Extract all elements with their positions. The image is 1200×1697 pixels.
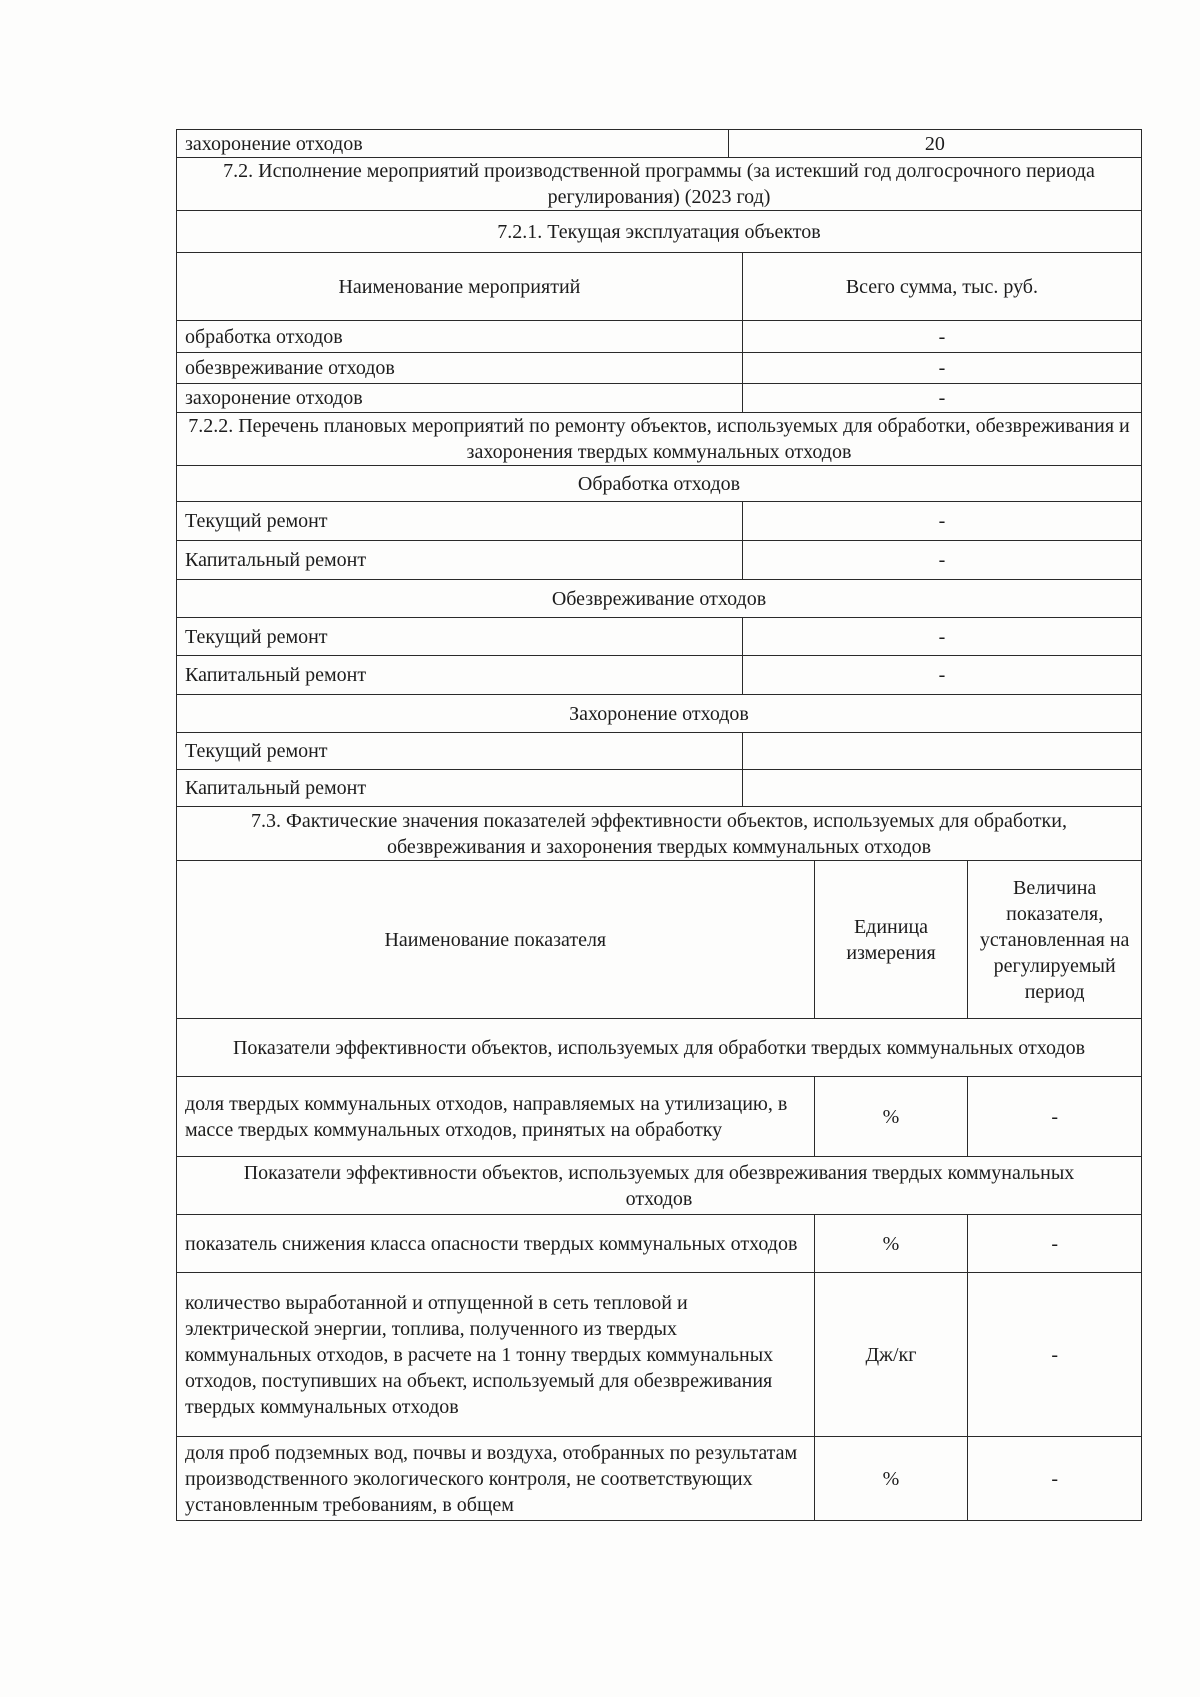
row-unit: % [814,1077,968,1156]
table-row [176,384,1142,413]
header-total-sum: Всего сумма, тыс. руб. [742,253,1141,320]
table-row [176,321,1142,353]
section-7-2-title: 7.2. Исполнение мероприятий производственной программы (за истекший год долгосрочного периода регулирования) (2023 год) [223,160,1095,208]
row-value: - [967,1273,1141,1436]
row-value: - [967,1437,1141,1520]
table-row [176,353,1142,384]
subsection-title: Показатели эффективности объектов, используемых для обработки твердых коммунальных отходов [232,1036,1086,1059]
subsection-title-row [176,1157,1142,1215]
row-value: - [967,1077,1141,1156]
row-value: - [742,656,1141,694]
row-unit: % [814,1215,968,1272]
section-7-2-1-title: 7.2.1. Текущая эксплуатация объектов [497,220,821,243]
row-name: Капитальный ремонт [185,664,367,686]
row-value: - [967,1215,1141,1272]
row-value [742,770,1141,806]
row-name: обезвреживание отходов [185,357,395,379]
table-row [176,1273,1142,1437]
row-value [742,733,1141,769]
row-unit: Дж/кг [814,1273,968,1436]
row-value: - [742,541,1141,579]
table-header-row [176,861,1142,1019]
row-unit: % [814,1437,968,1520]
group-title-row [176,580,1142,618]
row-name: количество выработанной и отпущенной в сеть тепловой и электрической энергии, топлива, полученного из твердых коммунальных отходов, в расчете на 1 тонну твердых коммунальных отходов, поступивших на объект, используемый для обезвреживания твердых коммунальных отходов [185,1291,774,1418]
section-7-3-title: 7.3. Фактические значения показателей эффективности объектов, используемых для обработки, обезвреживания и захоронения твердых коммунальных отходов [251,809,1067,858]
table-row [176,656,1142,695]
table-row [176,1077,1142,1157]
table-row [176,541,1142,580]
row-name: Текущий ремонт [185,510,328,532]
row-name: обработка отходов [185,325,343,348]
header-indicator-name: Наименование показателя [384,928,607,951]
row-value: - [742,502,1141,540]
row-value: 20 [728,130,1141,157]
row-value: - [742,618,1141,655]
group-title: Захоронение отходов [569,702,749,725]
group-title-row [176,466,1142,502]
section-title-row [176,211,1142,253]
section-7-2-2-title: 7.2.2. Перечень плановых мероприятий по ремонту объектов, используемых для обработки, обезвреживания и захоронения твердых коммунальных отходов [188,415,1130,463]
section-title-row [176,807,1142,861]
table-row [176,733,1142,770]
header-value: Величина показателя, установленная на регулируемый период [967,861,1141,1018]
header-activity-name: Наименование мероприятий [338,275,581,298]
subsection-title-row [176,1019,1142,1077]
row-value: - [742,321,1141,352]
group-title-row [176,695,1142,733]
row-name: Текущий ремонт [185,625,328,648]
row-value: - [742,353,1141,383]
section-title-row [176,158,1142,211]
section-title-row [176,413,1142,466]
table-header-row [176,253,1142,321]
table-row [176,1215,1142,1273]
table-row [176,770,1142,807]
table-row [176,129,1142,158]
row-name: захоронение отходов [185,387,363,409]
main-table [176,129,1142,1521]
row-name: Текущий ремонт [185,740,328,762]
row-name: доля твердых коммунальных отходов, направляемых на утилизацию, в массе твердых коммунальных отходов, принятых на обработку [185,1092,788,1141]
row-value: - [742,384,1141,412]
subsection-title: Показатели эффективности объектов, используемых для обезвреживания твердых коммунальных отходов [243,1161,1075,1210]
row-name: Капитальный ремонт [185,549,367,571]
row-name: показатель снижения класса опасности твердых коммунальных отходов [185,1232,798,1255]
table-row [176,618,1142,656]
row-name: доля проб подземных вод, почвы и воздуха, отобранных по результатам производственного экологического контроля, не соответствующих установленным требованиям, в общем [185,1441,798,1516]
row-name: Капитальный ремонт [185,777,367,799]
table-row [176,1437,1142,1521]
header-unit: Единица измерения [814,861,968,1018]
group-title: Обработка отходов [577,472,741,495]
group-title: Обезвреживание отходов [551,587,767,610]
row-name: захоронение отходов [185,132,363,155]
table-row [176,502,1142,541]
